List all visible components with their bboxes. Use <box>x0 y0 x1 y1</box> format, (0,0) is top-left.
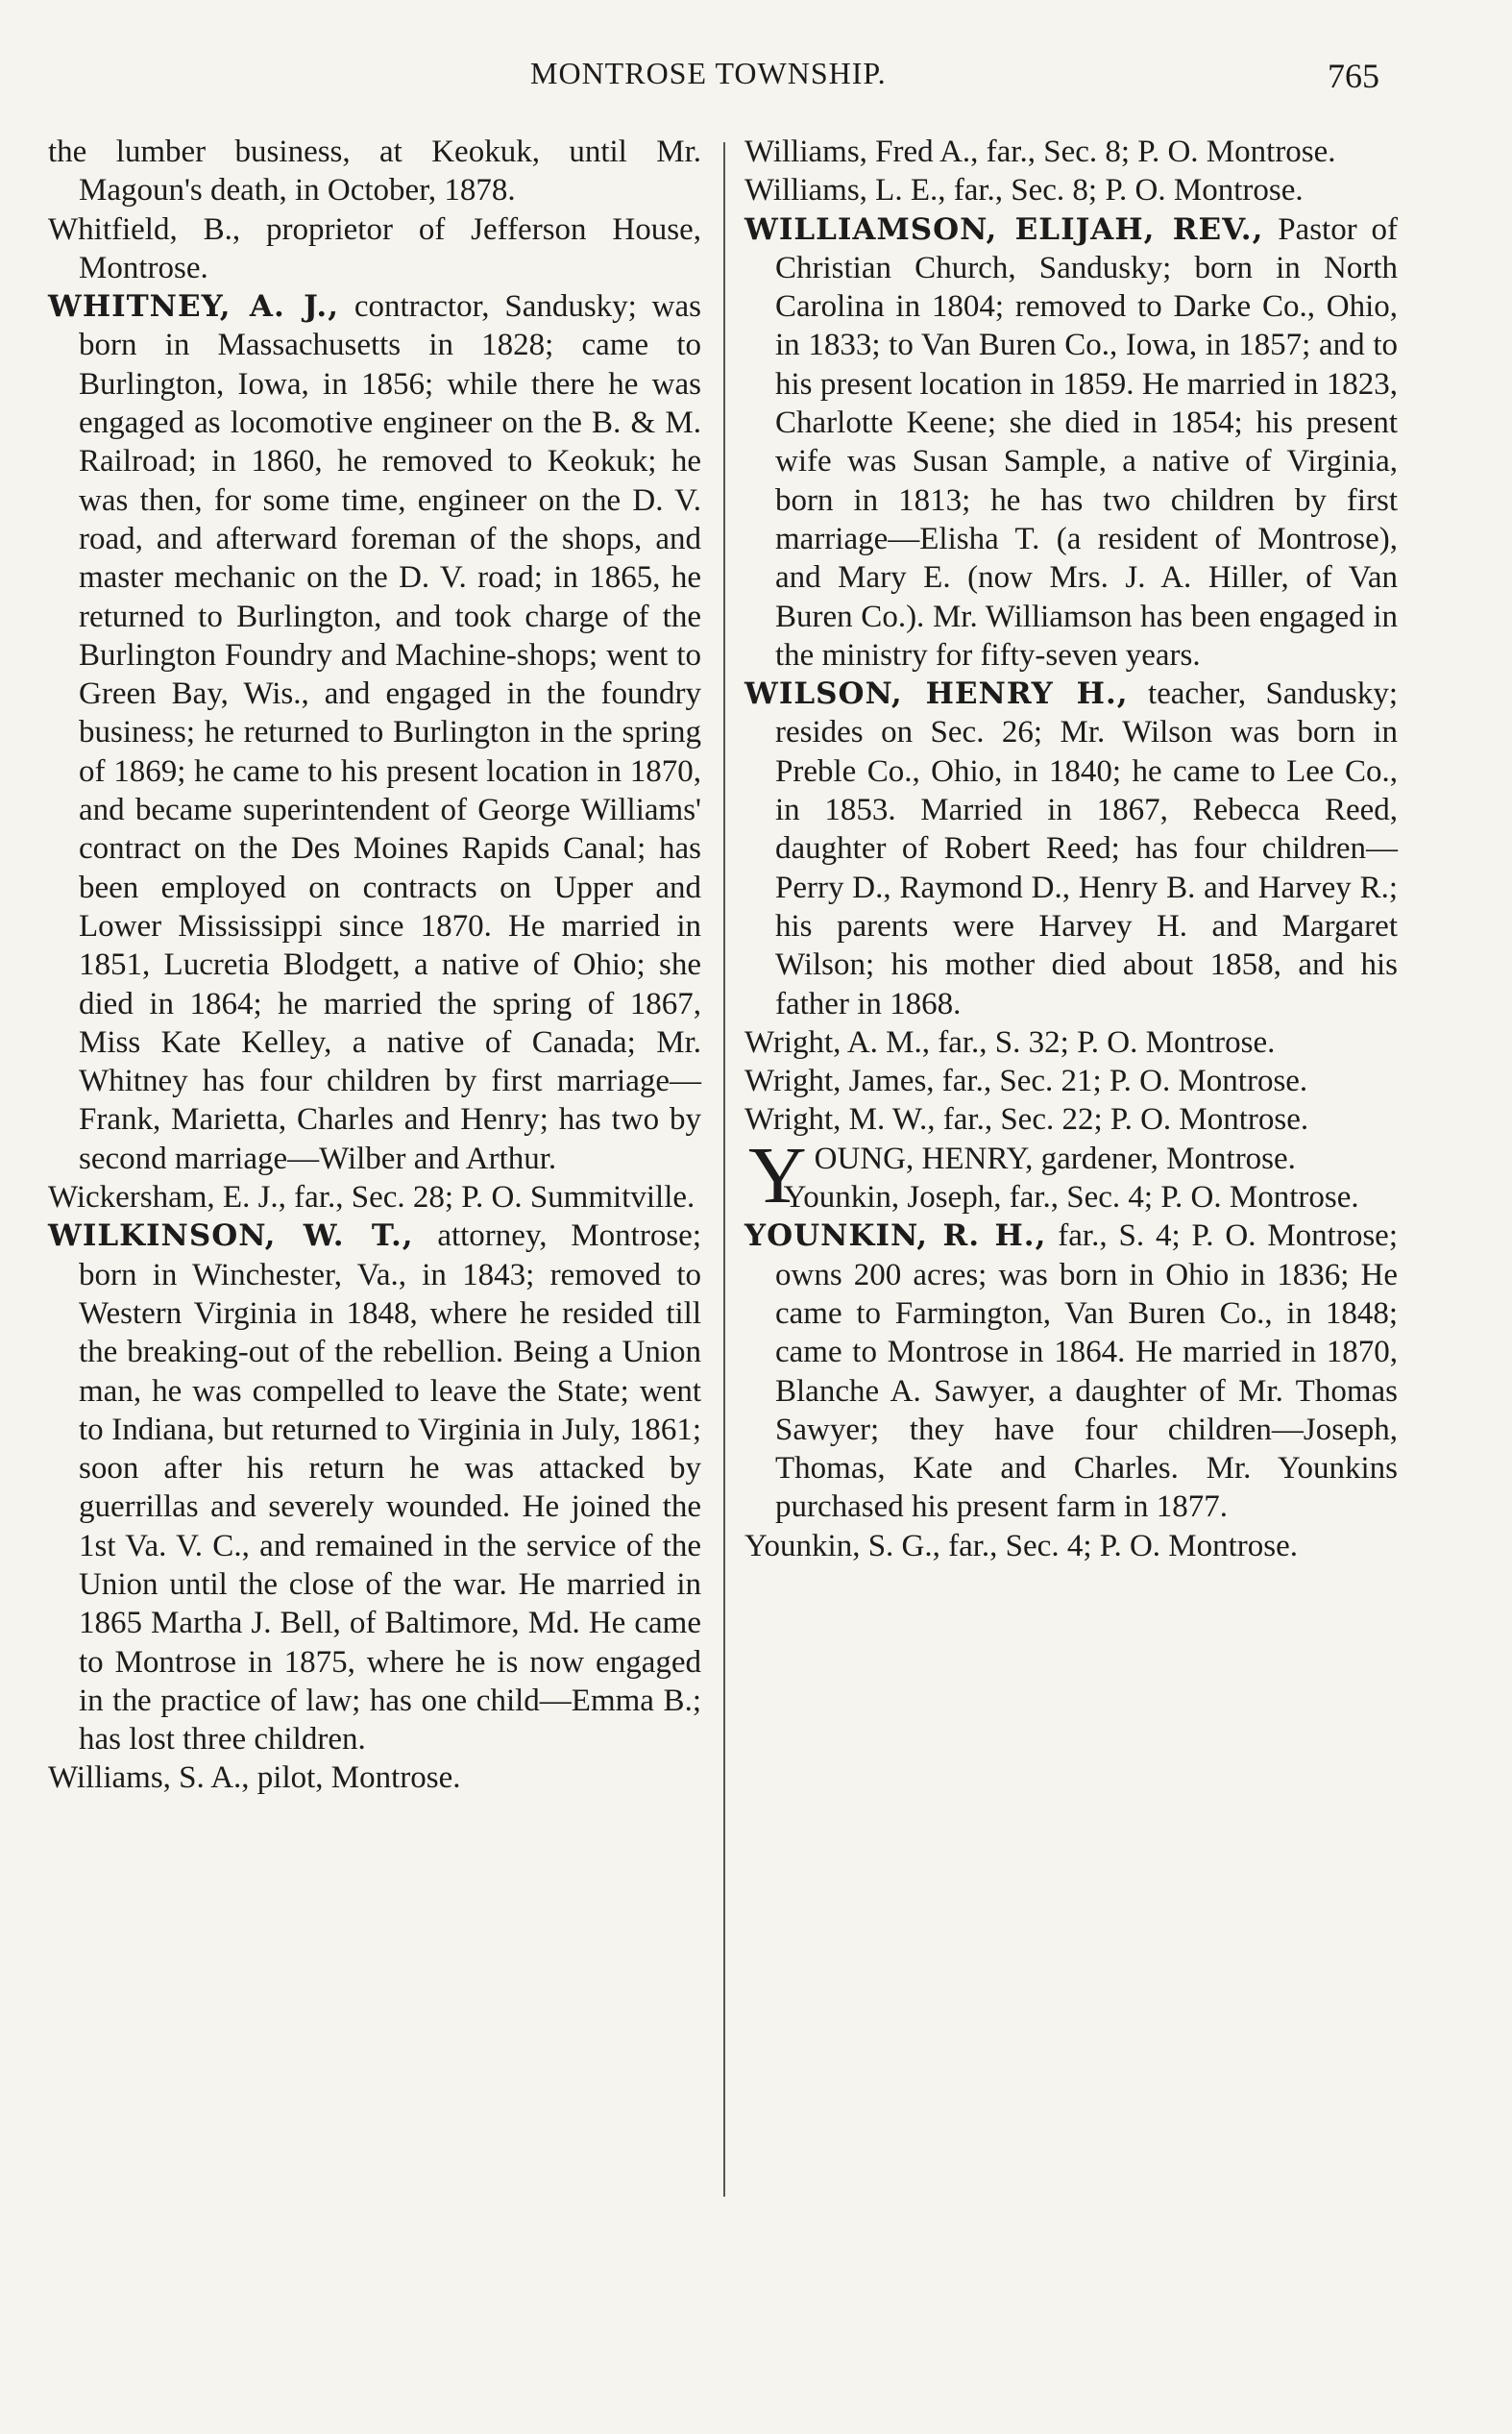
entry-wright-m-w: Wright, M. W., far., Sec. 22; P. O. Montrose. <box>744 1102 1309 1138</box>
column-divider <box>723 142 725 2197</box>
entry-younkin-s-g: Younkin, S. G., far., Sec. 4; P. O. Montrose. <box>744 1528 1299 1563</box>
left-column <box>48 133 701 1798</box>
entry-whitfield: Whitfield, B., proprietor of Jefferson House, Montrose. <box>48 211 701 285</box>
entry-williams-l-e: Williams, L. E., far., Sec. 8; P. O. Montrose. <box>744 173 1304 209</box>
entry-continuation: the lumber business, at Keokuk, until Mr. Magoun's death, in October, 1878. <box>48 135 701 209</box>
entry-wilson: WILSON, HENRY H., teacher, Sandusky; resides on Sec. 26; Mr. Wilson was born in Preble Co., Ohio, in 1840; he came to Lee Co., in 1853. Married in 1867, Rebecca Reed, daughter of Robert Reed; has four children—Perry D., Raymond D., Henry B. and Harvey R.; his parents were Harvey H. and Margaret Wilson; his mother died about 1858, and his father in 1868. <box>744 676 1398 1021</box>
entry-younkin-joseph: Younkin, Joseph, far., Sec. 4; P. O. Montrose. <box>783 1180 1359 1216</box>
page-header <box>0 56 1512 102</box>
entry-wright-james: Wright, James, far., Sec. 21; P. O. Montrose. <box>744 1064 1308 1099</box>
entry-wright-a-m: Wright, A. M., far., S. 32; P. O. Montrose. <box>744 1024 1276 1060</box>
entry-williams-s-a: Williams, S. A., pilot, Montrose. <box>48 1760 461 1796</box>
entry-wickersham: Wickersham, E. J., far., Sec. 28; P. O. Summitville. <box>48 1180 695 1216</box>
entry-young-henry: YOUNG, HENRY, gardener, Montrose. <box>748 1130 1296 1220</box>
entry-williams-fred: Williams, Fred A., far., Sec. 8; P. O. Montrose. <box>744 135 1336 169</box>
page-number: 765 <box>1328 57 1379 95</box>
running-title: MONTROSE TOWNSHIP. <box>530 56 887 90</box>
entry-williamson: WILLIAMSON, ELIJAH, REV., Pastor of Christian Church, Sandusky; born in North Carolina in 1804; removed to Darke Co., Ohio, in 1833; to Van Buren Co., Iowa, in 1857; and to his present location in 1859. He married in 1823, Charlotte Keene; she died in 1854; his present wife was Susan Sample, a native of Virginia, born in 1813; he has two children by first marriage—Elisha T. (a resident of Montrose), and Mary E. (now Mrs. J. A. Hiller, of Van Buren Co.). Mr. Williamson has been engaged in the ministry for fifty-seven years. <box>744 211 1398 673</box>
entry-younkin-r-h: YOUNKIN, R. H., far., S. 4; P. O. Montrose; owns 200 acres; was born in Ohio in 1836; He came to Farmington, Van Buren Co., in 1848; came to Montrose in 1864. He married in 1870, Blanche A. Sawyer, a daughter of Mr. Thomas Sawyer; they have four children—Joseph, Thomas, Kate and Charles. Mr. Younkins purchased his present farm in 1877. <box>744 1218 1398 1525</box>
drop-cap-letter: Y <box>748 1130 807 1220</box>
right-column <box>744 133 1398 1565</box>
entry-wilkinson: WILKINSON, W. T., attorney, Montrose; born in Winchester, Va., in 1843; removed to Western Virginia in 1848, where he resided till the breaking-out of the rebellion. Being a Union man, he was compelled to leave the State; went to Indiana, but returned to Virginia in July, 1861; soon after his return he was attacked by guerrillas and severely wounded. He joined the 1st Va. V. C., and remained in the service of the Union until the close of the war. He married in 1865 Martha J. Bell, of Baltimore, Md. He came to Montrose in 1875, where he is now engaged in the practice of law; has one child—Emma B.; has lost three children. <box>48 1218 701 1758</box>
entry-whitney: WHITNEY, A. J., contractor, Sandusky; was born in Massachusetts in 1828; came to Burlington, Iowa, in 1856; while there he was engaged as locomotive engineer on the B. & M. Railroad; in 1860, he removed to Keokuk; he was then, for some time, engineer on the D. V. road, and afterward foreman of the shops, and master mechanic on the D. V. road; in 1865, he returned to Burlington, and took charge of the Burlington Foundry and Machine-shops; went to Green Bay, Wis., and engaged in the foundry business; he returned to Burlington in the spring of 1869; he came to his present location in 1870, and became superintendent of George Williams' contract on the Des Moines Rapids Canal; has been employed on contracts on Upper and Lower Mississippi since 1870. He married in 1851, Lucretia Blodgett, a native of Ohio; she died in 1864; he married the spring of 1867, Miss Kate Kelley, a native of Canada; Mr. Whitney has four children by first marriage—Frank, Marietta, Charles and Henry; has two by second marriage—Wilber and Arthur. <box>48 289 701 1176</box>
